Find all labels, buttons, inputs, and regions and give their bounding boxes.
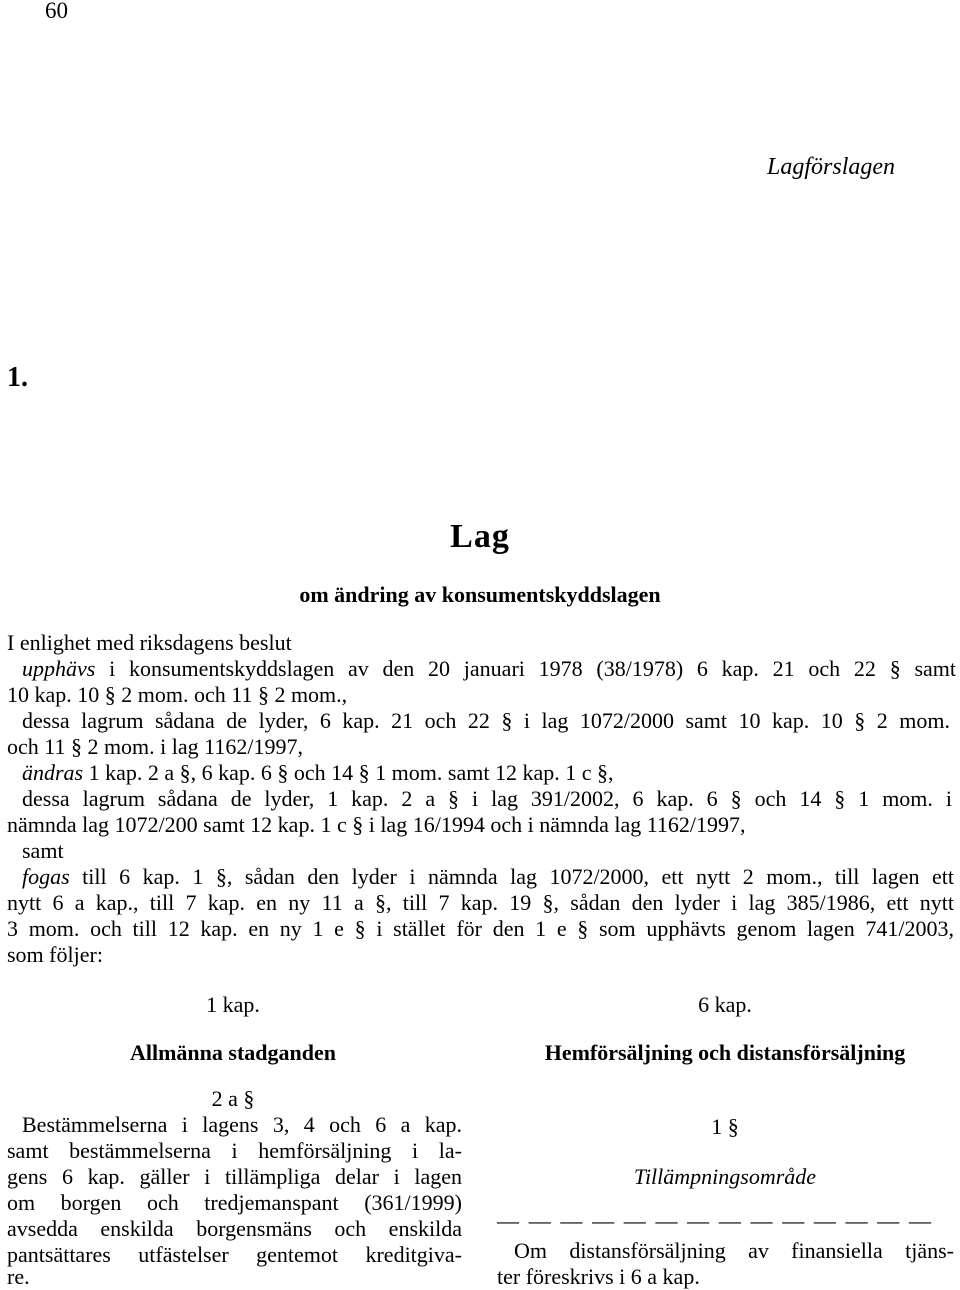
verb-upphavs: upphävs <box>22 656 96 681</box>
intro-line: I enlighet med riksdagens beslut <box>7 630 292 655</box>
paragraph-line: Bestämmelserna i lagens 3, 4 och 6 a kap. <box>22 1112 462 1137</box>
intro-line-rest: till 6 kap. 1 §, sådan den lyder i nämnda lag 1072/2000, ett nytt 2 mom., till lagen ett <box>69 864 954 889</box>
intro-line: nytt 6 a kap., till 7 kap. en ny 11 a §, till 7 kap. 19 §, sådan den lyder i lag 385/1986, ett nytt <box>7 890 954 915</box>
intro-line: som följer: <box>7 942 103 967</box>
law-title: Lag <box>450 518 510 555</box>
intro-line: dessa lagrum sådana de lyder, 1 kap. 2 a § i lag 391/2002, 6 kap. 6 § och 14 § 1 mom. i <box>22 786 952 811</box>
paragraph-line: samt bestämmelserna i hemförsäljning i la- <box>7 1138 462 1163</box>
intro-line: 10 kap. 10 § 2 mom. och 11 § 2 mom., <box>7 682 348 707</box>
chapter-label: 6 kap. <box>698 992 752 1017</box>
intro-line <box>22 760 614 786</box>
paragraph-label: 2 a § <box>211 1086 255 1111</box>
chapter-heading: Allmänna stadganden <box>129 1040 336 1065</box>
paragraph-line: avsedda enskilda borgensmäns och enskilda <box>7 1216 462 1241</box>
paragraph-label: 1 § <box>711 1114 739 1139</box>
paragraph-subheading: Tillämpningsområde <box>633 1164 817 1189</box>
paragraph-line: Om distansförsäljning av finansiella tjäns- <box>514 1238 954 1263</box>
intro-line: 3 mom. och till 12 kap. en ny 1 e § i stället för den 1 e § som upphävts genom lagen 741/2003, <box>7 916 954 941</box>
chapter-label: 1 kap. <box>206 992 260 1017</box>
paragraph-line: ter föreskrivs i 6 a kap. <box>497 1264 700 1289</box>
intro-line: nämnda lag 1072/200 samt 12 kap. 1 c § i lag 16/1994 och i nämnda lag 1162/1997, <box>7 812 746 837</box>
page-number: 60 <box>45 0 68 23</box>
verb-fogas: fogas <box>22 864 70 889</box>
proposal-number: 1. <box>7 362 28 393</box>
omission-dashes: — — — — — — — — — — — — — — <box>497 1208 931 1233</box>
section-title: Lagförslagen <box>767 154 896 180</box>
intro-line: samt <box>22 838 64 863</box>
paragraph-line: om borgen och tredjemanspant (361/1999) <box>7 1190 462 1215</box>
paragraph-line: re. <box>7 1264 30 1289</box>
intro-line <box>22 656 956 682</box>
chapter-heading: Hemförsäljning och distansförsäljning <box>544 1040 906 1065</box>
law-subtitle: om ändring av konsumentskyddslagen <box>299 582 661 607</box>
paragraph-line: gens 6 kap. gäller i tillämpliga delar i lagen <box>7 1164 462 1189</box>
intro-line-rest: 1 kap. 2 a §, 6 kap. 6 § och 14 § 1 mom. samt 12 kap. 1 c §, <box>83 760 614 785</box>
paragraph-line: pantsättares utfästelser gentemot kreditgiva- <box>7 1242 462 1267</box>
verb-andras: ändras <box>22 760 84 785</box>
intro-line-rest: i konsumentskyddslagen av den 20 januari 1978 (38/1978) 6 kap. 21 och 22 § samt <box>95 656 956 681</box>
intro-line: dessa lagrum sådana de lyder, 6 kap. 21 och 22 § i lag 1072/2000 samt 10 kap. 10 § 2 mom. <box>22 708 950 733</box>
intro-line <box>22 864 954 890</box>
intro-line: och 11 § 2 mom. i lag 1162/1997, <box>7 734 303 759</box>
